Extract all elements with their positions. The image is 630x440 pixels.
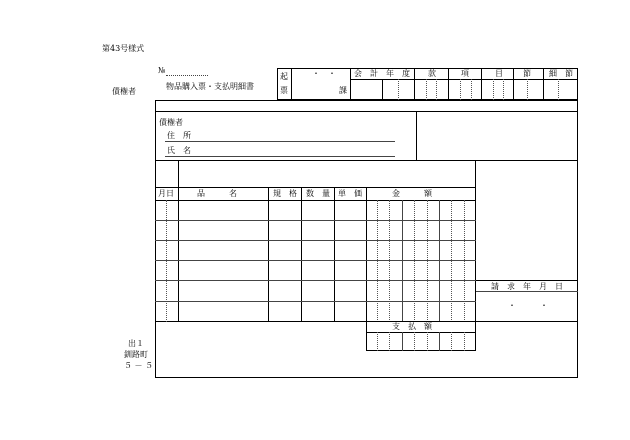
address-stamp-line-2: 釧路町 xyxy=(124,350,148,359)
header-dotted xyxy=(398,79,399,100)
amount-dotted xyxy=(464,200,465,322)
amount-line xyxy=(402,200,403,322)
request-line xyxy=(476,280,578,281)
amount-dotted xyxy=(451,200,452,322)
kihyo-char-2: 票 xyxy=(280,86,288,95)
header-col-fiscal-year: 会 計 年 度 xyxy=(354,69,410,78)
frame-line xyxy=(416,111,417,160)
address-stamp-line-3: ５ － ５ xyxy=(124,361,154,370)
header-divider xyxy=(543,68,544,100)
header-divider xyxy=(513,68,514,100)
th-quantity: 数 量 xyxy=(306,189,330,198)
payment-line xyxy=(402,332,403,351)
table-row xyxy=(155,260,476,261)
header-divider xyxy=(414,68,415,100)
header-dotted xyxy=(558,79,559,100)
th-spec: 規 格 xyxy=(273,189,297,198)
table-row xyxy=(155,280,476,281)
amount-dotted xyxy=(377,200,378,322)
header-divider xyxy=(481,68,482,100)
header-divider xyxy=(448,68,449,100)
creditor-address-label: 住 所 xyxy=(167,131,191,140)
no-underline xyxy=(166,75,208,76)
payment-label: 支 払 額 xyxy=(392,322,432,331)
creditor-title: 債権者 xyxy=(159,118,183,127)
payment-dotted xyxy=(464,332,465,351)
amount-dotted xyxy=(414,200,415,322)
creditor-side-label: 債権者 xyxy=(112,87,136,96)
payment-dotted xyxy=(414,332,415,351)
frame-line xyxy=(155,111,578,112)
address-line xyxy=(165,141,395,142)
request-date-dots: ・ ・ xyxy=(508,301,548,310)
header-divider xyxy=(350,68,351,100)
header-divider xyxy=(382,79,383,100)
amount-dotted xyxy=(427,200,428,322)
payment-line xyxy=(439,332,440,351)
header-col-kan: 款 xyxy=(428,69,436,78)
payment-line xyxy=(366,332,476,333)
header-dotted xyxy=(471,79,472,100)
header-dotted xyxy=(503,79,504,100)
th-item-name: 品 名 xyxy=(197,189,237,198)
table-row xyxy=(155,240,476,241)
th-date: 月日 xyxy=(158,189,174,198)
header-dotted xyxy=(460,79,461,100)
form-title: 物品購入票・支払明細書 xyxy=(166,82,254,91)
header-dotted xyxy=(426,79,427,100)
kihyo-char-1: 起 xyxy=(280,72,288,81)
header-col-kou: 項 xyxy=(461,69,469,78)
th-unit-price: 単 価 xyxy=(338,189,362,198)
table-col-line xyxy=(178,160,179,322)
ka-label: 課 xyxy=(339,86,347,95)
header-divider xyxy=(291,68,292,100)
creditor-name-label: 氏 名 xyxy=(167,146,191,155)
payment-dotted xyxy=(389,332,390,351)
request-line xyxy=(476,321,578,322)
name-line xyxy=(165,156,395,157)
table-dotted xyxy=(166,200,167,322)
address-stamp-line-1: 出１ xyxy=(128,339,144,348)
payment-dotted xyxy=(377,332,378,351)
date-dots: ・ ・ xyxy=(312,69,336,78)
table-row xyxy=(155,220,476,221)
header-col-setsu: 節 xyxy=(523,69,531,78)
no-label: № xyxy=(158,66,166,75)
header-dotted xyxy=(493,79,494,100)
amount-dotted xyxy=(389,200,390,322)
header-dotted xyxy=(527,79,528,100)
table-header-top xyxy=(155,187,476,188)
amount-line xyxy=(439,200,440,322)
form-number: 第43号様式 xyxy=(102,44,145,53)
payment-dotted xyxy=(451,332,452,351)
th-amount: 金 額 xyxy=(392,189,432,198)
payment-dotted xyxy=(427,332,428,351)
table-row xyxy=(155,301,476,302)
request-date-label: 請 求 年 月 日 xyxy=(491,282,563,291)
header-col-saisetsu: 細 節 xyxy=(549,69,573,78)
header-col-moku: 目 xyxy=(495,69,503,78)
header-dotted xyxy=(436,79,437,100)
